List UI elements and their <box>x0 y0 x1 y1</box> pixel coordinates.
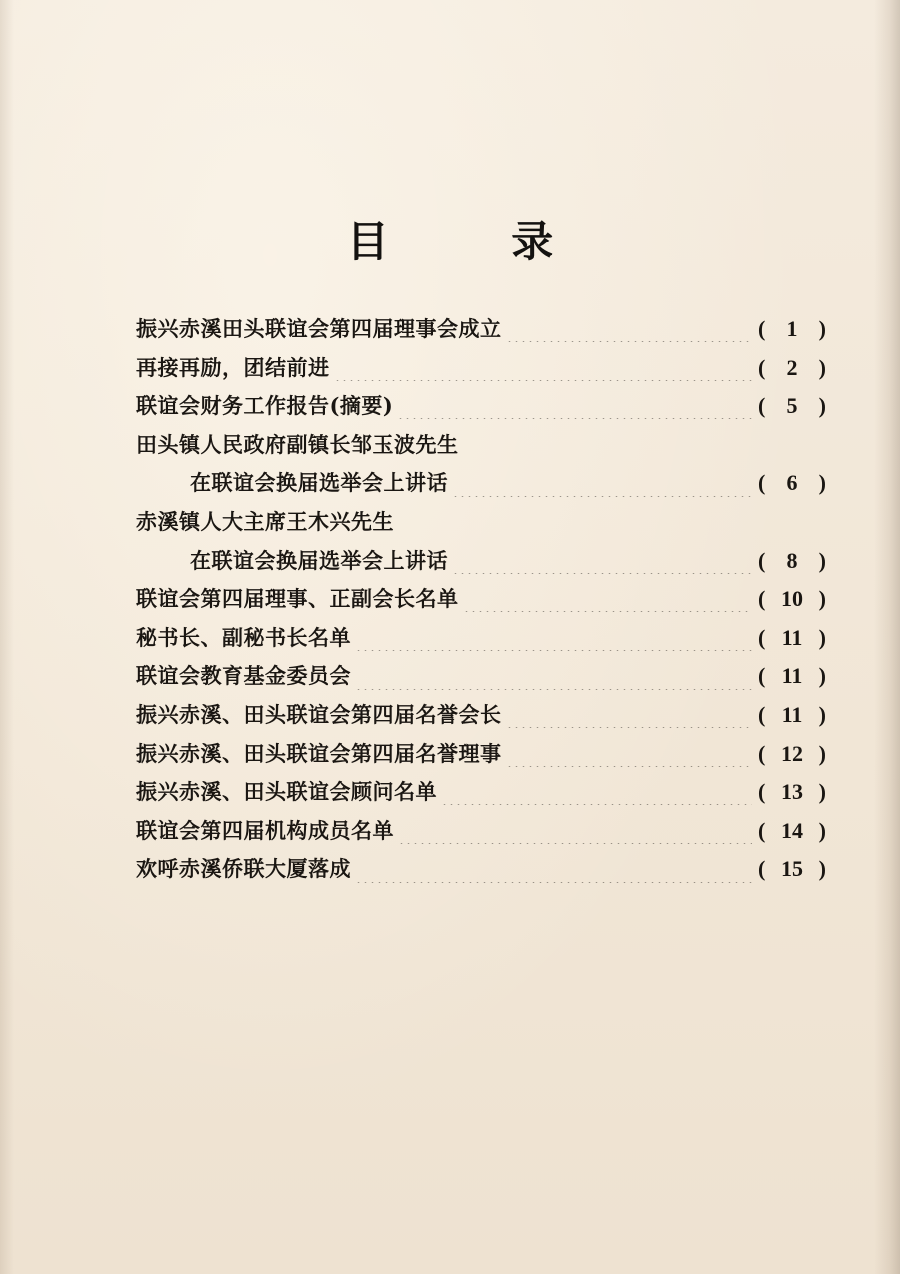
toc-entry-continuation <box>136 545 826 584</box>
toc-entry <box>136 738 826 777</box>
toc-entry <box>136 815 826 854</box>
table-of-contents <box>136 313 826 892</box>
toc-page-ref: ( 1 ) <box>758 316 826 341</box>
leader-dots <box>355 863 752 883</box>
toc-entry <box>136 622 826 661</box>
toc-entry-title: 联谊会教育基金委员会 <box>136 663 351 689</box>
page-shadow-left <box>0 0 14 1274</box>
toc-entry <box>136 313 826 352</box>
leader-dots <box>398 824 752 844</box>
page-number: 1 <box>786 316 798 341</box>
toc-page-ref: ( 10 ) <box>758 586 826 612</box>
toc-entry <box>136 853 826 892</box>
toc-entry-title: 欢呼赤溪侨联大厦落成 <box>136 856 351 882</box>
toc-page-ref: ( 8 ) <box>758 547 826 573</box>
leader-dots <box>452 554 752 574</box>
page-number: 11 <box>781 701 803 727</box>
toc-entry-title: 振兴赤溪田头联谊会第四届理事会成立 <box>136 316 502 341</box>
toc-page-ref: ( 12 ) <box>758 740 826 766</box>
toc-entry-title: 振兴赤溪、田头联谊会第四届名誉会长 <box>136 701 502 727</box>
toc-entry-title: 秘书长、副秘书长名单 <box>136 624 351 650</box>
toc-entry <box>136 390 826 429</box>
toc-page-ref: ( 11 ) <box>758 701 826 727</box>
toc-entry <box>136 699 826 738</box>
toc-entry-title: 赤溪镇人大主席王木兴先生 <box>136 508 394 534</box>
toc-entry <box>136 660 826 699</box>
toc-page-ref: ( 14 ) <box>758 817 826 843</box>
toc-entry-title: 联谊会第四届理事、正副会长名单 <box>136 586 459 612</box>
leader-dots <box>441 785 752 805</box>
page-number: 2 <box>786 354 798 380</box>
toc-page-ref: ( 15 ) <box>758 856 826 882</box>
page-number: 10 <box>781 586 803 612</box>
page-shadow-right <box>874 0 900 1274</box>
page-number: 15 <box>781 856 803 882</box>
leader-dots <box>334 361 753 381</box>
leader-dots <box>506 322 753 342</box>
toc-entry <box>136 506 826 545</box>
page-number: 11 <box>781 624 803 650</box>
page-title: 目 录 <box>346 217 608 266</box>
page-number: 8 <box>786 547 798 573</box>
toc-entry-title: 振兴赤溪、田头联谊会第四届名誉理事 <box>136 740 502 766</box>
leader-dots <box>506 708 753 728</box>
toc-entry <box>136 429 826 468</box>
toc-entry <box>136 583 826 622</box>
toc-entry-continuation <box>136 467 826 506</box>
leader-dots <box>463 592 753 612</box>
toc-page-ref: ( 11 ) <box>758 624 826 650</box>
toc-page-ref: ( 2 ) <box>758 354 826 380</box>
leader-dots <box>355 631 752 651</box>
toc-entry-subtitle: 在联谊会换届选举会上讲话 <box>190 547 448 573</box>
toc-entry-title: 联谊会财务工作报告(摘要) <box>136 393 394 419</box>
toc-entry-title: 再接再励，团结前进 <box>136 354 330 380</box>
leader-dots <box>355 670 752 690</box>
leader-dots <box>397 399 752 419</box>
page-number: 5 <box>786 393 798 419</box>
toc-page-ref: ( 13 ) <box>758 779 826 805</box>
leader-dots <box>506 747 753 767</box>
toc-entry-title: 田头镇人民政府副镇长邹玉波先生 <box>136 431 459 457</box>
toc-page-ref: ( 11 ) <box>758 663 826 689</box>
page-number: 6 <box>786 470 798 496</box>
toc-entry-title: 联谊会第四届机构成员名单 <box>136 817 394 843</box>
page-number: 12 <box>781 740 803 766</box>
toc-page-ref: ( 5 ) <box>758 393 826 419</box>
toc-page-ref: ( 6 ) <box>758 470 826 496</box>
toc-entry <box>136 352 826 391</box>
page-number: 14 <box>781 817 803 843</box>
page-number: 13 <box>781 779 803 805</box>
toc-entry-title: 振兴赤溪、田头联谊会顾问名单 <box>136 779 437 805</box>
leader-dots <box>452 477 752 497</box>
page-number: 11 <box>781 663 803 689</box>
toc-entry <box>136 776 826 815</box>
toc-entry-subtitle: 在联谊会换届选举会上讲话 <box>190 470 448 496</box>
